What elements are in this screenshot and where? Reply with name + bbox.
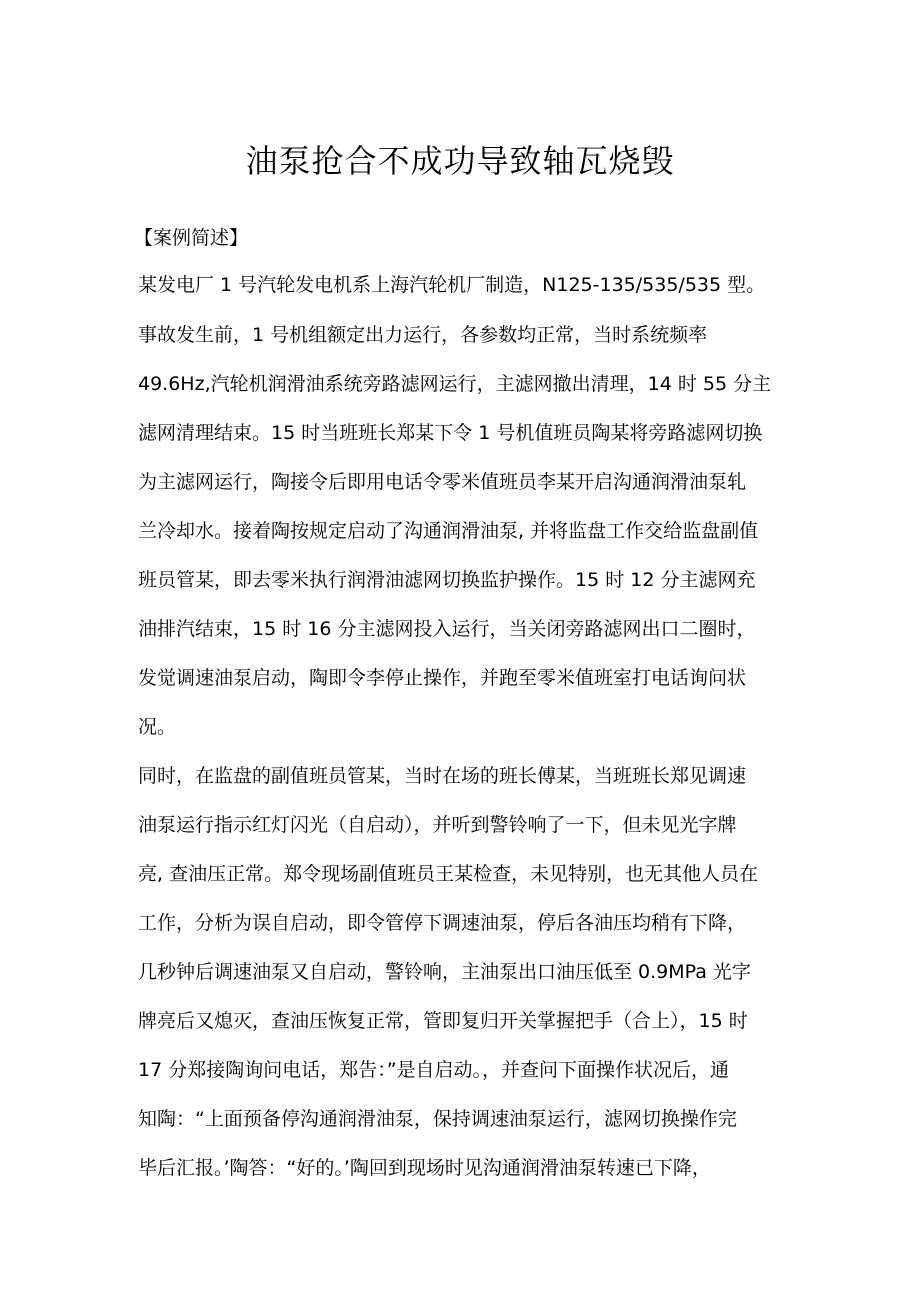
paragraph-line: 17 分郑接陶询问电话，郑告：”是自启动。，并查问下面操作状况后，通 bbox=[138, 1059, 730, 1081]
section-heading: 【案例简述】 bbox=[134, 227, 249, 249]
paragraph-line: 牌亮后又熄灭，查油压恢复正常，管即复归开关掌握把手（合上），15 时 bbox=[138, 1010, 748, 1032]
paragraph-line: 毕后汇报。’陶答：“好的。’陶回到现场时见沟通润滑油泵转速已下降， bbox=[138, 1157, 711, 1179]
page-title: 油泵抢合不成功导致轴瓦烧毁 bbox=[245, 142, 675, 180]
paragraph-line: 班员管某，即去零米执行润滑油滤网切换监护操作。15 时 12 分主滤网充 bbox=[138, 569, 756, 591]
paragraph-line: 知陶：“上面预备停沟通润滑油泵，保持调速油泵运行，滤网切换操作完 bbox=[138, 1108, 737, 1130]
paragraph-line: 兰冷却水。接着陶按规定启动了沟通润滑油泵, 并将监盘工作交给监盘副值 bbox=[138, 520, 759, 542]
paragraph-line: 油排汽结束，15 时 16 分主滤网投入运行，当关闭旁路滤网出口二圈时， bbox=[138, 618, 756, 640]
paragraph-line: 况。 bbox=[138, 716, 177, 738]
paragraph-line: 亮, 查油压正常。郑令现场副值班员王某检查，未见特别，也无其他人员在 bbox=[138, 863, 759, 885]
paragraph-line: 事故发生前，1 号机组额定出力运行，各参数均正常，当时系统频率 bbox=[138, 324, 708, 346]
paragraph-line: 某发电厂 1 号汽轮发电机系上海汽轮机厂制造，N125-135/535/535 型。 bbox=[138, 274, 766, 296]
paragraph-line: 发觉调速油泵启动，陶即令李停止操作，并跑至零米值班室打电话询问状 bbox=[138, 667, 747, 689]
paragraph-line: 油泵运行指示红灯闪光（自启动），并听到警铃响了一下，但未见光字牌 bbox=[138, 814, 737, 836]
paragraph-line: 几秒钟后调速油泵又自启动，警铃响，主油泵出口油压低至 0.9MPa 光字 bbox=[138, 961, 751, 983]
paragraph-line: 49.6Hz,汽轮机润滑油系统旁路滤网运行，主滤网撤出清理，14 时 55 分主 bbox=[138, 373, 772, 395]
paragraph-line: 滤网清理结束。15 时当班班长郑某下令 1 号机值班员陶某将旁路滤网切换 bbox=[138, 422, 763, 444]
paragraph-line: 工作，分析为误自启动，即令管停下调速油泵，停后各油压均稍有下降， bbox=[138, 912, 747, 934]
paragraph-line: 为主滤网运行，陶接令后即用电话令零米值班员李某开启沟通润滑油泵轧 bbox=[138, 471, 747, 493]
paragraph-line: 同时，在监盘的副值班员管某，当时在场的班长傅某，当班班长郑见调速 bbox=[138, 765, 747, 787]
